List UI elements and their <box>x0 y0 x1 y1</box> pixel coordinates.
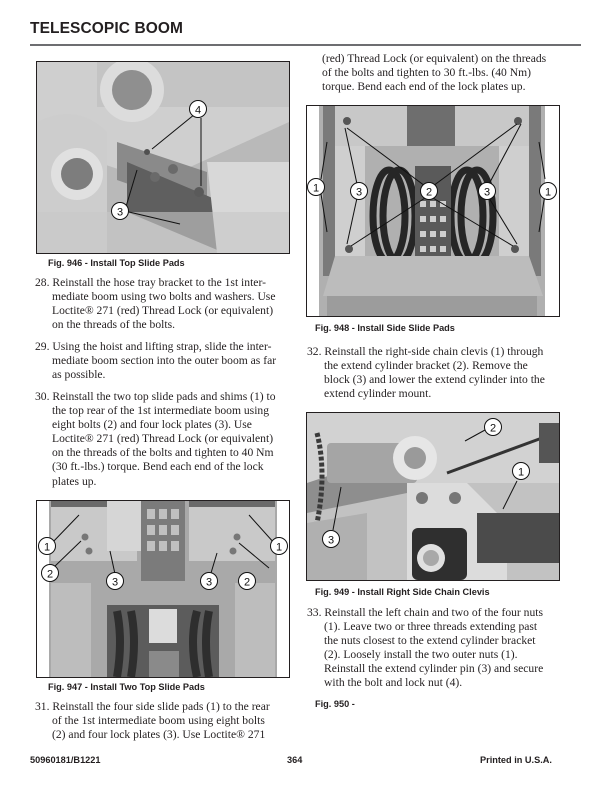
callout-3-right <box>479 183 496 200</box>
top-slide-pads-photo <box>37 62 289 253</box>
step-33-line: 33. Reinstall the left chain and two of the four nuts <box>307 606 544 619</box>
step-31-continued <box>322 52 574 94</box>
figure-946-photo <box>36 61 290 254</box>
two-top-slide-pads-photo <box>37 501 289 677</box>
step-31-line: (red) Thread Lock (or equivalent) on the threads <box>322 52 547 65</box>
step-29-line: mediate boom section into the outer boom as far <box>52 354 277 368</box>
figure-949-photo <box>306 412 560 581</box>
svg-text:1: 1 <box>517 466 525 479</box>
step-33-line: Reinstall the extend cylinder pin (3) and secure <box>324 662 544 676</box>
svg-text:3: 3 <box>327 534 335 547</box>
svg-text:3: 3 <box>483 186 491 199</box>
svg-text:4: 4 <box>194 104 202 117</box>
callout-1-right <box>540 183 557 200</box>
step-28-line: Loctite® 271 (red) Thread Lock (or equivalent) <box>52 304 274 318</box>
step-29-line: as possible. <box>52 368 106 382</box>
header-rule <box>30 44 581 46</box>
chain-clevis-photo <box>307 413 559 580</box>
step-33-line: (1). Leave two or three threads extending past <box>324 620 538 634</box>
step-32-line: extend cylinder mount. <box>324 387 432 401</box>
step-28-line: mediate boom using two bolts and washers. Use <box>52 290 276 304</box>
svg-text:3: 3 <box>355 186 363 199</box>
svg-text:2: 2 <box>46 568 54 581</box>
step-33 <box>307 606 577 691</box>
step-33-line: the nuts closest to the extend cylinder bracket <box>324 634 536 648</box>
callout-1 <box>513 463 530 480</box>
step-33-line: with the bolt and lock nut (4). <box>324 676 463 690</box>
step-30-line: the top rear of the 1st intermediate boom using <box>52 404 270 418</box>
footer-doc-number: 50960181/B1221 <box>30 755 101 765</box>
callout-3 <box>112 203 129 220</box>
step-28 <box>35 276 287 332</box>
callout-3-left <box>351 183 368 200</box>
svg-text:1: 1 <box>275 541 283 554</box>
figure-947-caption: Fig. 947 - Install Two Top Slide Pads <box>48 682 205 692</box>
callout-1-left <box>39 538 56 555</box>
section-title: TELESCOPIC BOOM <box>30 20 184 37</box>
step-31-line: of the bolts and tighten to 30 ft.-lbs. (40 Nm) <box>322 66 531 80</box>
svg-text:2: 2 <box>425 186 433 199</box>
figure-948-photo <box>306 105 560 317</box>
svg-text:1: 1 <box>544 186 552 199</box>
figure-946-caption: Fig. 946 - Install Top Slide Pads <box>48 258 185 268</box>
svg-text:3: 3 <box>111 576 119 589</box>
svg-text:2: 2 <box>489 422 497 435</box>
svg-text:3: 3 <box>116 206 124 219</box>
step-31-line: 31. Reinstall the four side slide pads (1) to the rear <box>35 700 270 713</box>
footer-printed: Printed in U.S.A. <box>480 755 552 765</box>
side-slide-pads-photo <box>307 106 559 316</box>
svg-text:1: 1 <box>312 182 320 195</box>
step-32-line: the extend cylinder bracket (2). Remove the <box>324 359 528 373</box>
figure-948-caption: Fig. 948 - Install Side Slide Pads <box>315 323 455 333</box>
step-31-line: (2) and four lock plates (3). Use Loctite® 271 <box>52 728 266 742</box>
figure-950-caption: Fig. 950 - <box>315 699 355 709</box>
callout-3 <box>323 531 340 548</box>
callout-1-right <box>271 538 288 555</box>
svg-text:1: 1 <box>43 541 51 554</box>
callout-2-left <box>42 565 59 582</box>
callout-1-left <box>308 179 325 196</box>
step-30-line: eight bolts (2) and four lock plates (3). Use <box>52 418 252 432</box>
step-30-line: (30 ft.-lbs.) torque. Bend each end of the lock <box>52 460 264 474</box>
callout-3-left <box>107 573 124 590</box>
step-32-line: 32. Reinstall the right-side chain clevis (1) through <box>307 345 544 358</box>
figure-947-photo <box>36 500 290 678</box>
step-30-line: Loctite® 271 (red) Thread Lock (or equivalent) <box>52 432 274 446</box>
callout-4 <box>190 101 207 118</box>
callout-2 <box>485 419 502 436</box>
step-30 <box>35 390 287 489</box>
callout-3-right <box>201 573 218 590</box>
step-30-line: 30. Reinstall the two top slide pads and shims (1) to <box>35 390 276 403</box>
step-29 <box>35 340 287 382</box>
step-32 <box>307 345 577 401</box>
step-28-line: on the threads of the bolts. <box>52 318 175 332</box>
figure-949-caption: Fig. 949 - Install Right Side Chain Clevis <box>315 587 490 597</box>
step-31-line: of the 1st intermediate boom using eight bolts <box>52 714 265 728</box>
step-29-line: 29. Using the hoist and lifting strap, slide the inter- <box>35 340 272 353</box>
step-30-line: on the threads of the bolts and tighten to 40 Nm <box>52 446 274 460</box>
footer-page-number: 364 <box>287 755 303 765</box>
step-31-line: torque. Bend each end of the lock plates up. <box>322 80 526 94</box>
step-33-line: (2). Loosely install the two outer nuts (1). <box>324 648 518 662</box>
callout-2-right <box>239 573 256 590</box>
svg-text:2: 2 <box>243 576 251 589</box>
step-28-line: 28. Reinstall the hose tray bracket to the 1st inter- <box>35 276 266 289</box>
step-30-line: plates up. <box>52 474 97 488</box>
svg-text:3: 3 <box>205 576 213 589</box>
callout-2-center <box>421 183 438 200</box>
step-32-line: block (3) and lower the extend cylinder into the <box>324 373 545 387</box>
step-31 <box>35 700 287 742</box>
